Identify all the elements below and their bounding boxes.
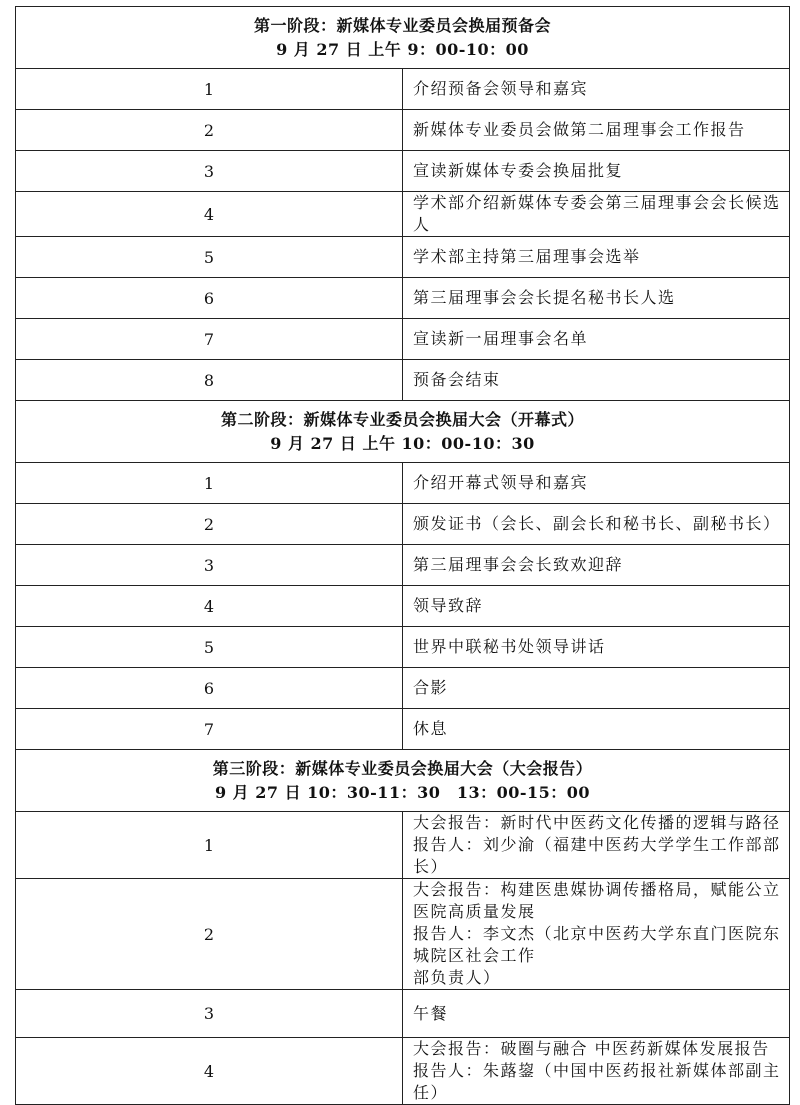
agenda-row [16, 1038, 790, 1105]
stage-title: 第一阶段：新媒体专业委员会换届预备会 [253, 15, 551, 35]
agenda-row [16, 192, 790, 237]
item-text: 介绍开幕式领导和嘉宾 [403, 463, 790, 504]
item-text: 学术部主持第三届理事会选举 [403, 237, 790, 278]
agenda-row [16, 319, 790, 360]
item-number: 4 [16, 192, 403, 237]
report-speaker: 报告人：刘少渝（福建中医药大学学生工作部部长） [413, 835, 781, 876]
item-text: 颁发证书（会长、副会长和秘书长、副秘书长） [403, 504, 790, 545]
item-number: 2 [16, 879, 403, 990]
agenda-row [16, 990, 790, 1038]
item-number: 2 [16, 504, 403, 545]
stage-header-row [16, 750, 790, 812]
stage-header-row [16, 401, 790, 463]
item-text: 合影 [403, 668, 790, 709]
report-speaker: 报告人：朱蕗鋆（中国中医药报社新媒体部副主任） [413, 1061, 781, 1102]
agenda-row [16, 627, 790, 668]
item-number: 4 [16, 1038, 403, 1105]
agenda-row [16, 709, 790, 750]
stage-title: 第三阶段：新媒体专业委员会换届大会（大会报告） [212, 758, 593, 778]
item-number: 5 [16, 237, 403, 278]
item-text [403, 812, 790, 879]
item-number: 1 [16, 69, 403, 110]
item-number: 6 [16, 668, 403, 709]
item-number: 5 [16, 627, 403, 668]
item-number: 3 [16, 545, 403, 586]
item-text [403, 879, 790, 990]
item-text: 休息 [403, 709, 790, 750]
agenda-row [16, 812, 790, 879]
item-number: 1 [16, 463, 403, 504]
report-title: 大会报告：构建医患媒协调传播格局，赋能公立医院高质量发展 [413, 880, 781, 921]
item-text: 新媒体专业委员会做第二届理事会工作报告 [403, 110, 790, 151]
agenda-row [16, 463, 790, 504]
stage-title: 第二阶段：新媒体专业委员会换届大会（开幕式） [220, 409, 584, 429]
report-speaker: 报告人：李文杰（北京中医药大学东直门医院东城院区社会工作 [413, 924, 781, 965]
item-text: 学术部介绍新媒体专委会第三届理事会会长候选人 [403, 192, 790, 237]
agenda-row [16, 69, 790, 110]
stage-time: 9 月 27 日 上午 10：00-10：30 [270, 433, 535, 453]
item-text: 预备会结束 [403, 360, 790, 401]
item-text: 领导致辞 [403, 586, 790, 627]
item-number: 7 [16, 319, 403, 360]
report-title: 大会报告：新时代中医药文化传播的逻辑与路径 [413, 813, 781, 832]
item-text: 宣读新媒体专委会换届批复 [403, 151, 790, 192]
item-text: 第三届理事会会长提名秘书长人选 [403, 278, 790, 319]
agenda-row [16, 879, 790, 990]
report-title: 大会报告：破圈与融合 中医药新媒体发展报告 [413, 1039, 770, 1058]
item-number: 1 [16, 812, 403, 879]
item-text: 宣读新一届理事会名单 [403, 319, 790, 360]
item-number: 8 [16, 360, 403, 401]
stage-header [16, 401, 790, 463]
agenda-row [16, 545, 790, 586]
agenda-row [16, 586, 790, 627]
agenda-row [16, 151, 790, 192]
item-number: 7 [16, 709, 403, 750]
agenda-row [16, 668, 790, 709]
item-text: 介绍预备会领导和嘉宾 [403, 69, 790, 110]
agenda-row [16, 110, 790, 151]
item-number: 3 [16, 990, 403, 1038]
item-number: 2 [16, 110, 403, 151]
agenda-row [16, 237, 790, 278]
stage-time: 9 月 27 日 上午 9：00-10：00 [276, 39, 529, 59]
agenda-row [16, 504, 790, 545]
stage-time: 9 月 27 日 10：30-11：30 13：00-15：00 [214, 782, 591, 802]
agenda-row [16, 278, 790, 319]
agenda-table [15, 6, 790, 1105]
stage-header [16, 7, 790, 69]
stage-header-row [16, 7, 790, 69]
item-text [403, 1038, 790, 1105]
agenda-row [16, 360, 790, 401]
item-number: 3 [16, 151, 403, 192]
item-text: 世界中联秘书处领导讲话 [403, 627, 790, 668]
item-text: 第三届理事会会长致欢迎辞 [403, 545, 790, 586]
item-number: 6 [16, 278, 403, 319]
item-text: 午餐 [403, 990, 790, 1038]
report-speaker-cont: 部负责人） [413, 968, 501, 987]
stage-header [16, 750, 790, 812]
item-number: 4 [16, 586, 403, 627]
